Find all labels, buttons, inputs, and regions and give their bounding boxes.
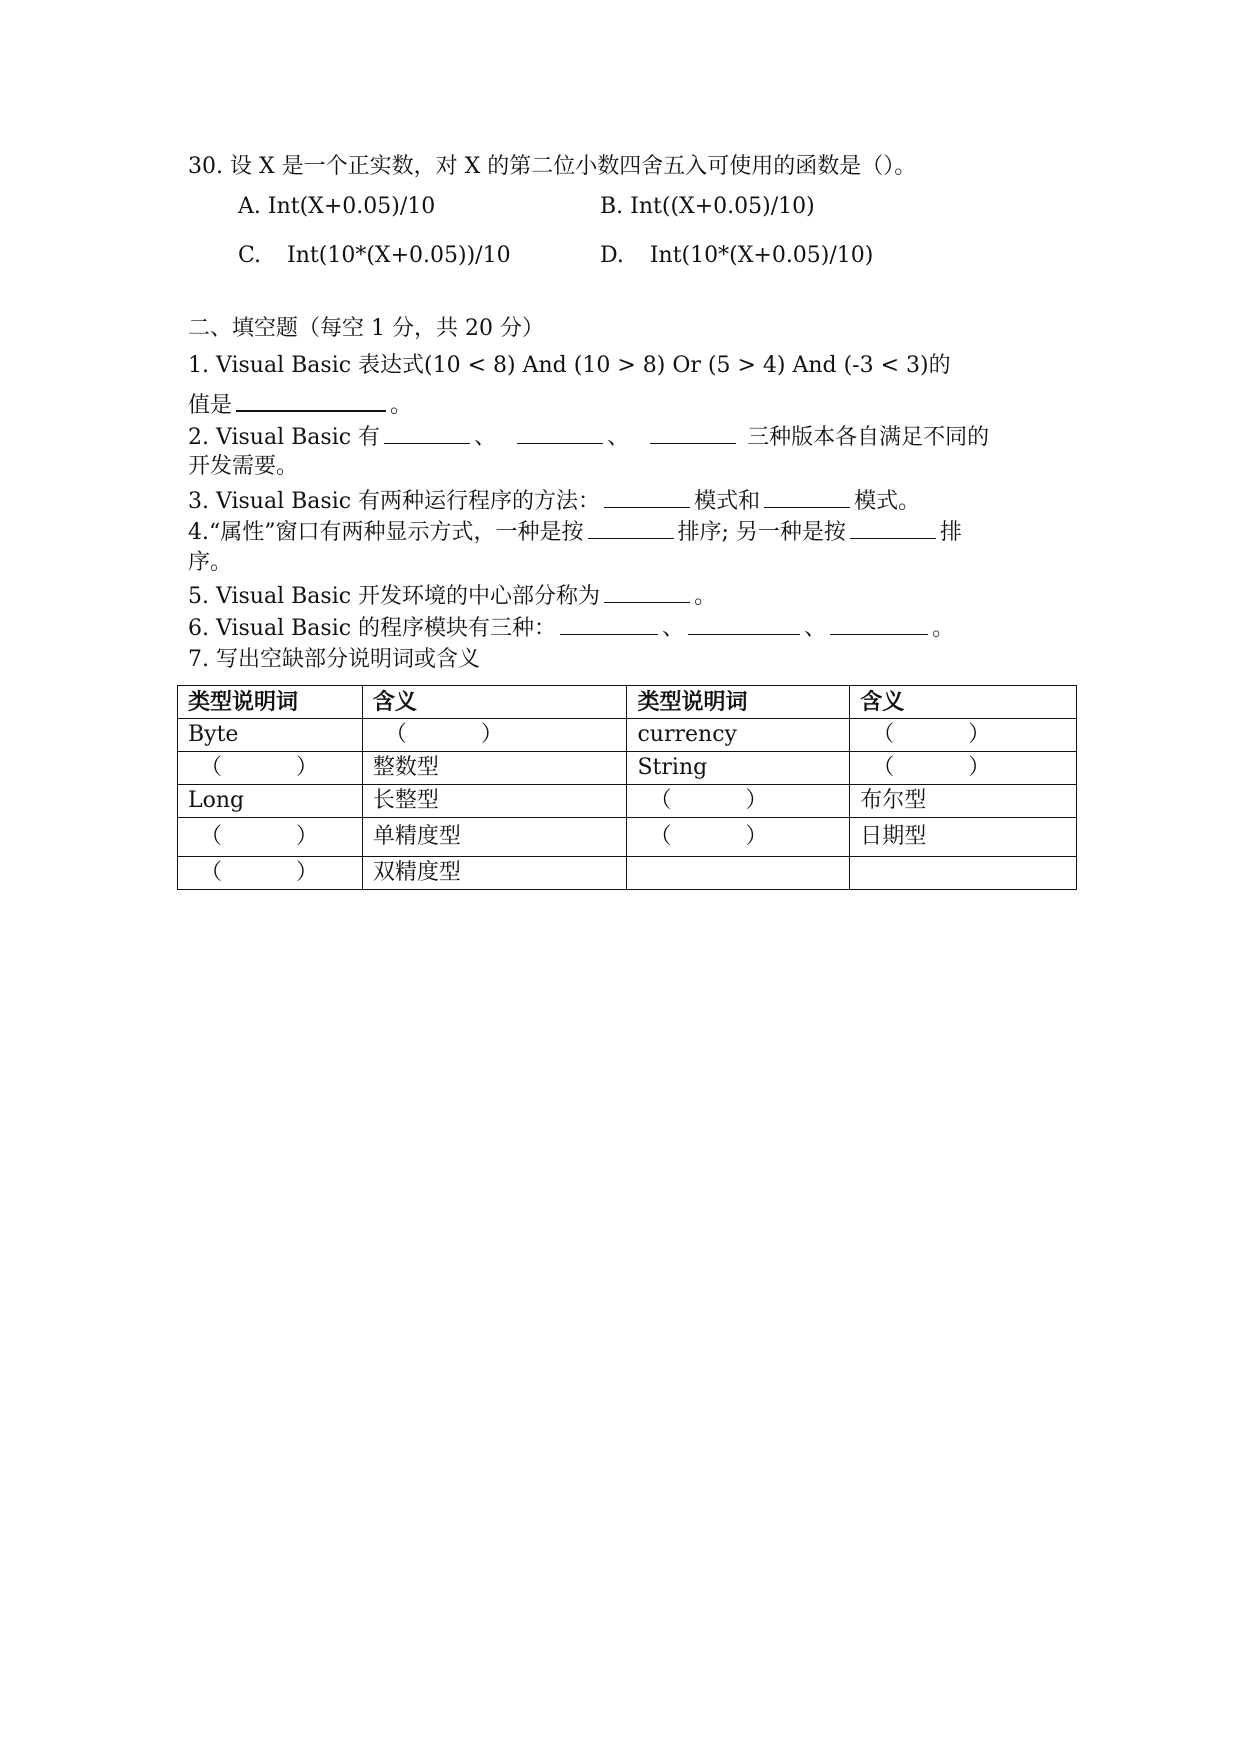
q6-end: 。 [932, 616, 955, 641]
answer-paren[interactable]: （ ） [200, 755, 318, 780]
q1-answer-blank[interactable] [236, 388, 386, 412]
answer-paren-cell[interactable] [850, 719, 1077, 752]
q2-sep: 、 [607, 425, 630, 450]
q4-blank-1[interactable] [588, 516, 674, 539]
table-cell [850, 857, 1077, 890]
q4-line1 [188, 516, 962, 548]
q5-blank[interactable] [604, 580, 690, 603]
q4-line2: 序。 [188, 550, 233, 575]
table-row [178, 752, 1077, 785]
q5-text: 5. Visual Basic 开发环境的中心部分称为 [188, 584, 601, 609]
q2-line1 [188, 421, 989, 453]
table-cell: 双精度型 [362, 857, 627, 890]
table-cell: currency [627, 719, 850, 752]
answer-paren-cell[interactable] [627, 818, 850, 857]
q2-blank-1[interactable] [384, 421, 470, 444]
table-cell: 布尔型 [850, 785, 1077, 818]
answer-paren-cell[interactable] [850, 752, 1077, 785]
table-cell: 单精度型 [362, 818, 627, 857]
q5-end: 。 [694, 584, 717, 609]
header-cell: 含义 [362, 686, 627, 719]
q3-text: 3. Visual Basic 有两种运行程序的方法： [188, 489, 601, 514]
q1-line2 [188, 388, 412, 421]
option-label: D. [600, 243, 624, 268]
table-cell: 整数型 [362, 752, 627, 785]
option-label: B. [600, 194, 624, 219]
q5-line [188, 580, 716, 612]
q6-sep: 、 [804, 616, 827, 641]
q4-end: 排 [939, 520, 962, 545]
header-cell: 类型说明词 [627, 686, 850, 719]
q6-sep: 、 [662, 616, 685, 641]
answer-paren-cell[interactable] [178, 857, 363, 890]
q2-blank-3[interactable] [650, 421, 736, 444]
q2-sep: 、 [474, 425, 497, 450]
answer-paren-cell[interactable] [627, 785, 850, 818]
q2-text: 2. Visual Basic 有 [188, 425, 381, 450]
q3-blank-2[interactable] [764, 485, 850, 508]
answer-paren[interactable]: （ ） [384, 722, 503, 747]
table-row [178, 785, 1077, 818]
type-table [177, 685, 1077, 890]
table-cell [627, 857, 850, 890]
option-text: Int(10*(X+0.05)/10) [649, 243, 874, 268]
q4-blank-2[interactable] [850, 516, 936, 539]
table-cell: Byte [178, 719, 363, 752]
answer-paren[interactable]: （ ） [872, 722, 991, 747]
q3-blank-1[interactable] [604, 485, 690, 508]
table-row [178, 818, 1077, 857]
option-text: Int(10*(X+0.05))/10 [287, 243, 511, 268]
q30-option-d [600, 241, 873, 271]
q30-option-c [238, 241, 511, 271]
q30-option-a [238, 192, 435, 222]
q4-mid: 排序; 另一种是按 [677, 520, 846, 545]
q6-blank-1[interactable] [560, 612, 658, 635]
option-text: Int(X+0.05)/10 [267, 194, 436, 219]
q1-end: 。 [390, 393, 413, 418]
option-label: C. [238, 243, 262, 268]
q6-text: 6. Visual Basic 的程序模块有三种： [188, 616, 557, 641]
q6-line [188, 612, 954, 644]
q2-text-end: 三种版本各自满足不同的 [747, 425, 990, 450]
table-header-row [178, 686, 1077, 719]
q1-line1: 1. Visual Basic 表达式(10 < 8) And (10 > 8) Or (5 > 4) And (-3 < 3)的 [188, 353, 951, 378]
header-cell: 含义 [850, 686, 1077, 719]
section2-heading: 二、填空题（每空 1 分，共 20 分） [188, 316, 544, 341]
header-cell: 类型说明词 [178, 686, 363, 719]
answer-paren-cell[interactable] [362, 719, 627, 752]
q6-blank-3[interactable] [830, 612, 928, 635]
q6-blank-2[interactable] [688, 612, 800, 635]
answer-paren-cell[interactable] [178, 818, 363, 857]
option-text: Int((X+0.05)/10) [630, 194, 815, 219]
table-cell: 长整型 [362, 785, 627, 818]
option-label: A. [238, 194, 261, 219]
q30-option-b [600, 192, 815, 222]
table-cell: Long [178, 785, 363, 818]
q1-text: 值是 [188, 393, 233, 418]
q4-text: 4.“属性”窗口有两种显示方式，一种是按 [188, 520, 584, 545]
table-cell: String [627, 752, 850, 785]
q2-line2: 开发需要。 [188, 454, 299, 479]
q2-blank-2[interactable] [517, 421, 603, 444]
q30-stem: 30. 设 X 是一个正实数，对 X 的第二位小数四舍五入可使用的函数是（）。 [188, 154, 917, 179]
q3-end: 模式。 [854, 489, 921, 514]
answer-paren[interactable]: （ ） [649, 824, 768, 849]
answer-paren[interactable]: （ ） [649, 788, 768, 813]
answer-paren[interactable]: （ ） [200, 860, 318, 885]
table-row [178, 719, 1077, 752]
q7-line: 7. 写出空缺部分说明词或含义 [188, 647, 480, 672]
table-cell: 日期型 [850, 818, 1077, 857]
answer-paren[interactable]: （ ） [872, 755, 991, 780]
table-row [178, 857, 1077, 890]
answer-paren[interactable]: （ ） [200, 824, 318, 849]
q3-mid: 模式和 [694, 489, 761, 514]
answer-paren-cell[interactable] [178, 752, 363, 785]
q3-line [188, 485, 920, 517]
